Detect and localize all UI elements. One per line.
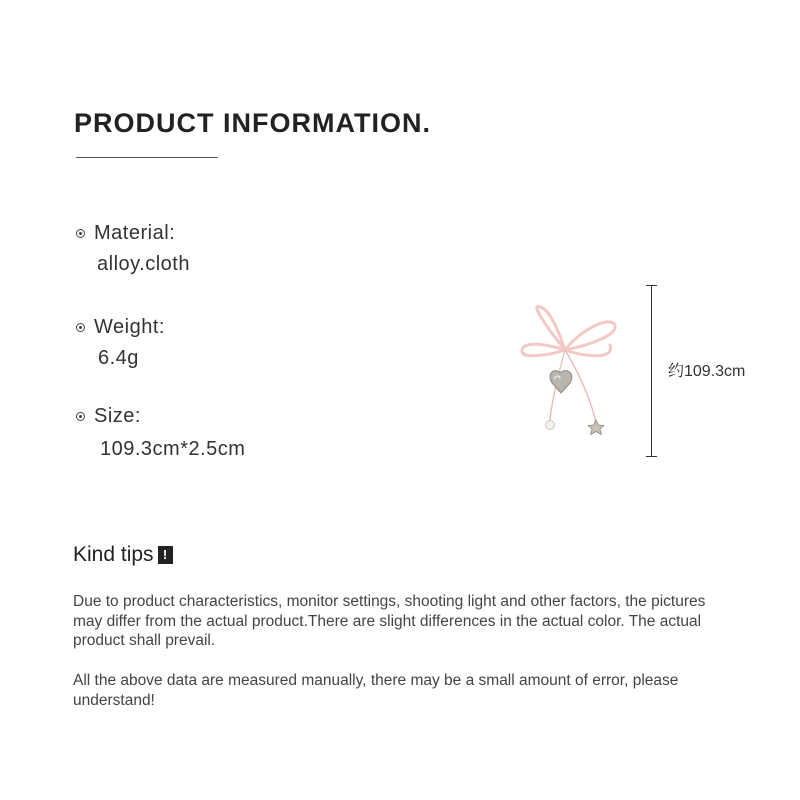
title-underline [76, 157, 218, 158]
circle-dot-icon [76, 229, 85, 238]
dimension-line [651, 285, 652, 457]
kind-tips-title [73, 542, 173, 568]
product-image [510, 295, 630, 445]
page-title: PRODUCT INFORMATION. [74, 108, 431, 138]
circle-dot-icon [76, 412, 85, 421]
tips-paragraph-1: Due to product characteristics, monitor settings, shooting light and other factors, the pictures may differ from the actual product.There are slight differences in the actual color. The actual product shall prevail. [73, 593, 706, 649]
spec-value: 109.3cm*2.5cm [100, 438, 246, 460]
spec-size [76, 402, 245, 463]
kind-tips-text: Kind tips [73, 543, 154, 566]
spec-weight [76, 313, 165, 372]
spec-label: Size: [94, 404, 141, 427]
spec-material [76, 219, 190, 278]
spec-value: alloy.cloth [97, 253, 190, 275]
spec-value: 6.4g [98, 347, 139, 369]
dimension-label: 约109.3cm [668, 363, 746, 380]
circle-dot-icon [76, 323, 85, 332]
dimension-cap-bottom [646, 456, 657, 457]
spec-label: Weight: [94, 315, 165, 338]
dimension-cap-top [646, 285, 657, 286]
exclamation-icon: ! [158, 546, 173, 564]
tips-paragraph-2: All the above data are measured manually, there may be a small amount of error, please understand! [73, 672, 679, 709]
spec-label: Material: [94, 221, 176, 244]
